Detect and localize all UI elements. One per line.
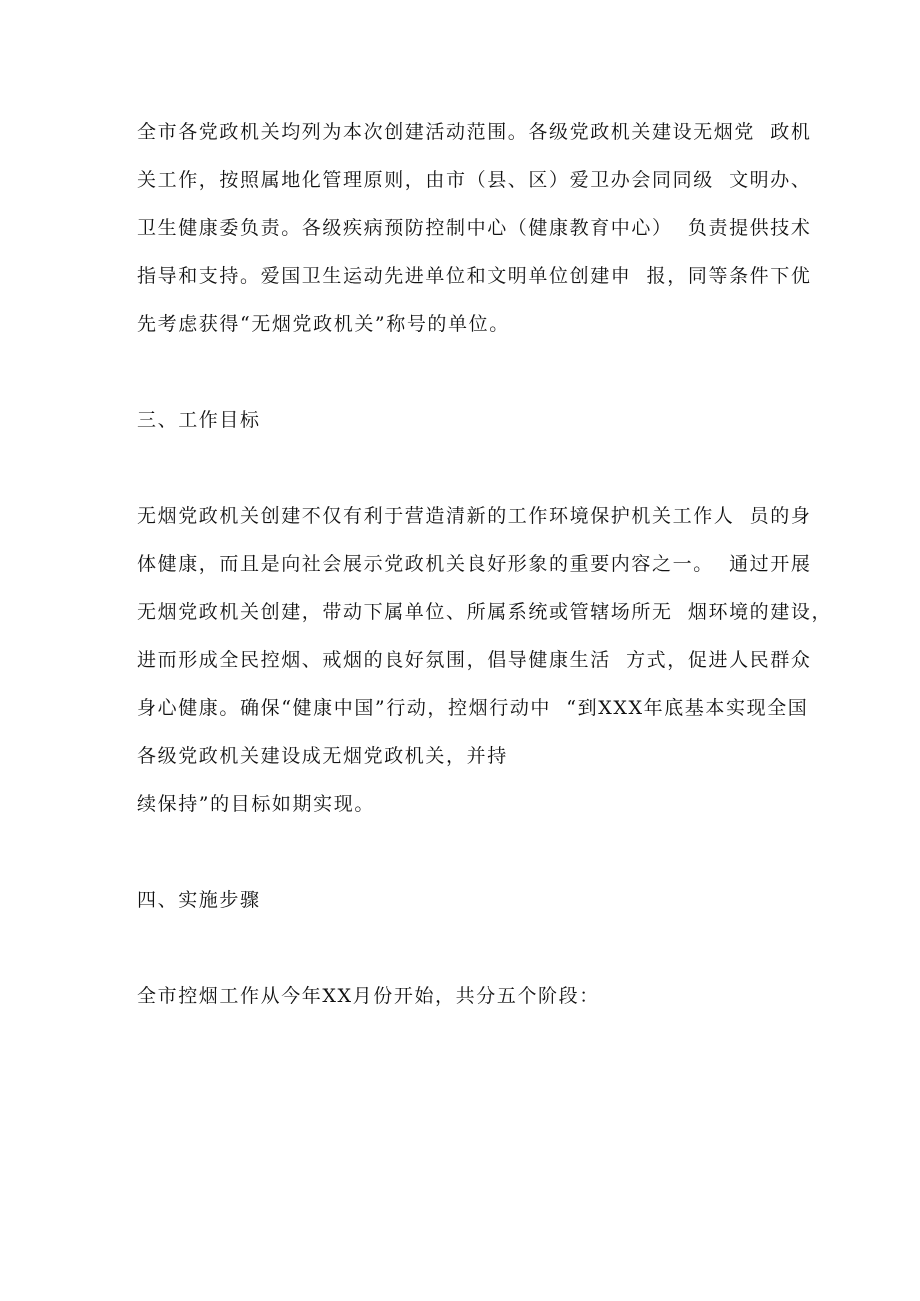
paragraph-line: 进而形成全民控烟、戒烟的良好氛围，倡导健康生活 方式，促进人民群众: [137, 649, 812, 671]
paragraph-line: 指导和支持。爱国卫生运动先进单位和文明单位创建申 报，同等条件下优: [137, 265, 812, 287]
paragraph-line: 全市控烟工作从今年XX月份开始，共分五个阶段：: [137, 985, 600, 1007]
paragraph-line: 先考虑获得“无烟党政机关”称号的单位。: [137, 313, 510, 335]
paragraph-line: 无烟党政机关创建不仅有利于营造清新的工作环境保护机关工作人 员的身: [137, 505, 812, 527]
paragraph-line: 无烟党政机关创建，带动下属单位、所属系统或管辖场所无 烟环境的建设，: [137, 601, 833, 623]
paragraph-line: 关工作，按照属地化管理原则，由市（县、区）爱卫办会同同级 文明办、: [137, 169, 812, 191]
paragraph-line: 全市各党政机关均列为本次创建活动范围。各级党政机关建设无烟党 政机: [137, 121, 812, 143]
paragraph-line: 续保持”的目标如期实现。: [137, 793, 375, 815]
paragraph-line: 各级党政机关建设成无烟党政机关，并持: [137, 745, 508, 767]
paragraph-line: 体健康，而且是向社会展示党政机关良好形象的重要内容之一。 通过开展: [137, 553, 812, 575]
section-heading-work-goals: 三、工作目标: [137, 409, 261, 431]
paragraph-line: 卫生健康委负责。各级疾病预防控制中心（健康教育中心） 负责提供技术: [137, 217, 812, 239]
section-heading-implementation-steps: 四、实施步骤: [137, 889, 261, 911]
paragraph-line: 身心健康。确保“健康中国”行动，控烟行动中 “到XXX年底基本实现全国: [137, 697, 809, 719]
